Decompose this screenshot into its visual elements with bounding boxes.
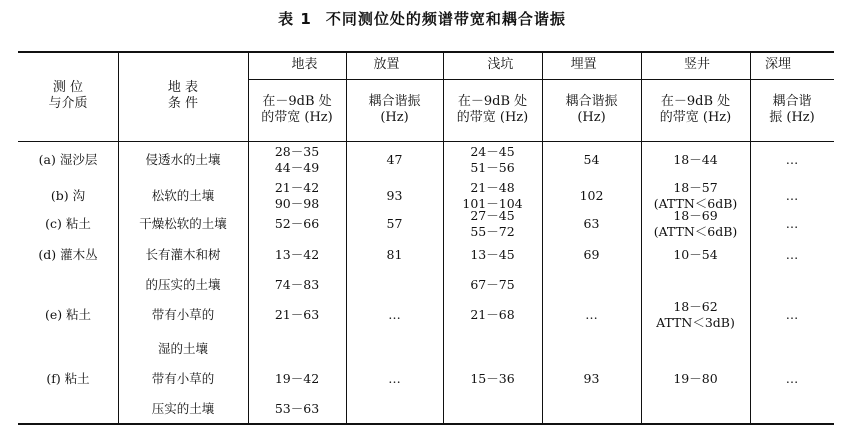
header-bandwidth-line: 在－9dB 处	[660, 94, 731, 109]
cell-pit-bandwidth-text: 51－56	[470, 160, 515, 175]
group-header-location	[656, 51, 737, 79]
cell-pit-bandwidth-text: 27－45	[470, 208, 515, 223]
cell-surface-bandwidth-text: 52－66	[274, 216, 320, 231]
cell-condition	[118, 240, 248, 270]
group-header-location-text: 浅坑	[487, 57, 514, 72]
cell-shaft-resonance-text: …	[785, 152, 799, 167]
cell-medium	[18, 364, 118, 394]
cell-surface-bandwidth	[248, 181, 346, 211]
cell-pit-bandwidth	[443, 300, 542, 330]
header-resonance	[542, 79, 641, 141]
cell-surface-bandwidth-text: 28－35	[274, 144, 320, 159]
header-resonance	[750, 79, 834, 141]
cell-shaft-bandwidth	[641, 240, 750, 270]
cell-condition	[118, 209, 248, 239]
cell-surface-resonance-text: 57	[386, 216, 403, 231]
cell-pit-bandwidth-text: 55－72	[470, 224, 515, 239]
cell-surface-resonance	[346, 181, 443, 211]
group-header-location-text: 地表	[291, 57, 318, 72]
cell-pit-bandwidth	[443, 181, 542, 211]
header-bandwidth	[443, 79, 542, 141]
cell-pit-resonance-text: 93	[583, 371, 600, 386]
header-medium-line: 测 位	[52, 80, 84, 95]
cell-medium-text: (c) 粘土	[45, 216, 91, 231]
cell-condition	[118, 145, 248, 175]
cell-surface-bandwidth-text: 19－42	[274, 371, 320, 386]
cell-pit-bandwidth-text: 21－68	[470, 307, 515, 322]
cell-shaft-bandwidth	[641, 209, 750, 239]
cell-pit-bandwidth-text: 15－36	[470, 371, 515, 386]
group-header-placement	[738, 51, 819, 79]
table-title	[0, 8, 844, 29]
cell-medium	[18, 240, 118, 270]
header-resonance-line: 耦合谐振	[368, 94, 421, 109]
cell-shaft-bandwidth-text: 18－62	[673, 299, 718, 314]
cell-pit-bandwidth-text: 21－48	[470, 180, 515, 195]
group-header-location	[459, 51, 542, 79]
cell-medium	[18, 209, 118, 239]
cell-pit-resonance	[542, 209, 641, 239]
header-resonance-line: (Hz)	[577, 110, 606, 125]
cell-shaft-resonance	[750, 181, 834, 211]
group-header-location	[264, 51, 346, 79]
cell-shaft-resonance	[750, 364, 834, 394]
cell-pit-resonance	[542, 364, 641, 394]
cell-surface-bandwidth-text: 21－42	[274, 180, 320, 195]
cell-surface-resonance	[346, 240, 443, 270]
header-resonance-line: 振 (Hz)	[769, 110, 815, 125]
cell-condition-text: 长有灌木和树	[145, 247, 221, 262]
cell-shaft-bandwidth-text: (ATTN＜6dB)	[653, 196, 738, 211]
cell-surface-resonance-text: …	[388, 307, 401, 322]
cell-surface-resonance-text: 93	[386, 188, 403, 203]
cell-medium-text: (a) 湿沙层	[38, 152, 98, 167]
header-bandwidth-line: 在－9dB 处	[457, 94, 528, 109]
cell-condition-text: 带有小草的	[151, 307, 215, 322]
cell-pit-bandwidth-text: 24－45	[470, 144, 515, 159]
cell-surface-bandwidth-text: 74－83	[274, 277, 320, 292]
header-bottom-rule	[18, 141, 834, 142]
cell-pit-bandwidth	[443, 270, 542, 300]
header-resonance	[346, 79, 443, 141]
cell-pit-bandwidth	[443, 145, 542, 175]
cell-medium-text: (f) 粘土	[46, 371, 90, 386]
cell-surface-resonance-text: 47	[386, 152, 403, 167]
cell-condition-text: 带有小草的	[151, 371, 215, 386]
header-condition-line: 地 表	[167, 80, 199, 95]
group-header-placement	[346, 51, 428, 79]
cell-pit-bandwidth	[443, 209, 542, 239]
cell-surface-bandwidth	[248, 394, 346, 424]
cell-pit-bandwidth	[443, 364, 542, 394]
cell-surface-bandwidth-text: 53－63	[274, 401, 320, 416]
cell-condition	[118, 300, 248, 330]
header-bandwidth	[641, 79, 750, 141]
group-header-placement	[542, 51, 625, 79]
cell-shaft-bandwidth-text: 10－54	[673, 247, 718, 262]
cell-shaft-resonance	[750, 209, 834, 239]
header-bandwidth-line: 的带宽 (Hz)	[261, 110, 333, 125]
cell-pit-resonance-text: 102	[579, 188, 604, 203]
cell-pit-bandwidth-text: 13－45	[470, 247, 515, 262]
table-caption: 不同测位处的频谱带宽和耦合谐振	[325, 10, 566, 28]
cell-shaft-resonance-text: …	[785, 307, 799, 322]
cell-condition-text: 松软的土壤	[151, 188, 215, 203]
cell-medium	[18, 300, 118, 330]
header-resonance-line: (Hz)	[380, 110, 409, 125]
cell-medium-text: (e) 粘土	[44, 307, 92, 322]
cell-shaft-resonance-text: …	[785, 371, 799, 386]
cell-surface-bandwidth-text: 90－98	[274, 196, 320, 211]
cell-pit-resonance	[542, 240, 641, 270]
cell-condition-text: 的压实的土壤	[145, 277, 221, 292]
cell-shaft-resonance	[750, 300, 834, 330]
group-header-placement-text: 深埋	[765, 57, 792, 72]
cell-shaft-resonance	[750, 145, 834, 175]
cell-shaft-bandwidth	[641, 364, 750, 394]
header-condition	[118, 51, 248, 141]
header-resonance-line: 耦合谐振	[565, 94, 618, 109]
cell-shaft-resonance	[750, 240, 834, 270]
group-header-location-text: 竖井	[683, 57, 710, 72]
header-bandwidth	[248, 79, 346, 141]
cell-medium	[18, 145, 118, 175]
cell-surface-bandwidth	[248, 240, 346, 270]
cell-condition-text: 湿的土壤	[157, 341, 208, 356]
cell-surface-bandwidth	[248, 300, 346, 330]
cell-shaft-bandwidth	[641, 300, 750, 330]
cell-surface-bandwidth-text: 44－49	[274, 160, 320, 175]
header-bandwidth-line: 的带宽 (Hz)	[456, 110, 529, 125]
group-header-placement-text: 埋置	[570, 57, 597, 72]
cell-surface-bandwidth-text: 21－63	[274, 307, 320, 322]
cell-pit-resonance-text: 54	[583, 152, 600, 167]
cell-shaft-resonance-text: …	[785, 216, 799, 231]
cell-shaft-bandwidth	[641, 145, 750, 175]
cell-pit-resonance	[542, 181, 641, 211]
header-resonance-line: 耦合谐	[772, 94, 812, 109]
cell-shaft-bandwidth-text: 19－80	[673, 371, 718, 386]
cell-pit-resonance-text: 63	[583, 216, 600, 231]
cell-pit-resonance-text: 69	[583, 247, 600, 262]
cell-medium-text: (b) 沟	[50, 188, 86, 203]
cell-surface-bandwidth	[248, 145, 346, 175]
cell-shaft-bandwidth-text: 18－44	[673, 152, 718, 167]
cell-condition	[118, 270, 248, 300]
cell-pit-bandwidth-text: 101－104	[462, 196, 523, 211]
cell-shaft-resonance-text: …	[785, 247, 799, 262]
header-medium-line: 与介质	[48, 96, 88, 111]
table-number: 表 1	[278, 10, 312, 28]
cell-condition-text: 干燥松软的土壤	[139, 216, 227, 231]
cell-condition-text: 压实的土壤	[151, 401, 215, 416]
cell-shaft-resonance-text: …	[785, 188, 799, 203]
cell-surface-bandwidth	[248, 364, 346, 394]
cell-surface-resonance-text: 81	[386, 247, 403, 262]
cell-shaft-bandwidth-text: ATTN＜3dB)	[656, 315, 735, 330]
header-bandwidth-line: 的带宽 (Hz)	[659, 110, 732, 125]
cell-condition	[118, 364, 248, 394]
cell-condition	[118, 181, 248, 211]
cell-pit-bandwidth	[443, 240, 542, 270]
cell-surface-bandwidth	[248, 270, 346, 300]
cell-medium	[18, 181, 118, 211]
cell-surface-bandwidth-text: 13－42	[274, 247, 320, 262]
cell-surface-resonance	[346, 300, 443, 330]
cell-shaft-bandwidth-text: 18－69	[673, 208, 718, 223]
cell-surface-resonance	[346, 209, 443, 239]
cell-medium-text: (d) 灌木丛	[38, 247, 98, 262]
cell-shaft-bandwidth	[641, 181, 750, 211]
cell-pit-resonance-text: …	[585, 307, 598, 322]
cell-surface-resonance	[346, 145, 443, 175]
cell-shaft-bandwidth-text: 18－57	[673, 180, 718, 195]
header-medium	[18, 51, 118, 141]
header-bandwidth-line: 在－9dB 处	[262, 94, 332, 109]
cell-condition	[118, 394, 248, 424]
cell-shaft-bandwidth-text: (ATTN＜6dB)	[653, 224, 738, 239]
cell-pit-resonance	[542, 145, 641, 175]
cell-surface-bandwidth	[248, 209, 346, 239]
cell-pit-resonance	[542, 300, 641, 330]
header-condition-line: 条 件	[167, 96, 199, 111]
cell-pit-bandwidth-text: 67－75	[470, 277, 515, 292]
cell-condition-text: 侵透水的土壤	[145, 152, 221, 167]
cell-condition	[118, 334, 248, 364]
group-header-placement-text: 放置	[373, 57, 400, 72]
cell-surface-resonance	[346, 364, 443, 394]
cell-surface-resonance-text: …	[388, 371, 401, 386]
